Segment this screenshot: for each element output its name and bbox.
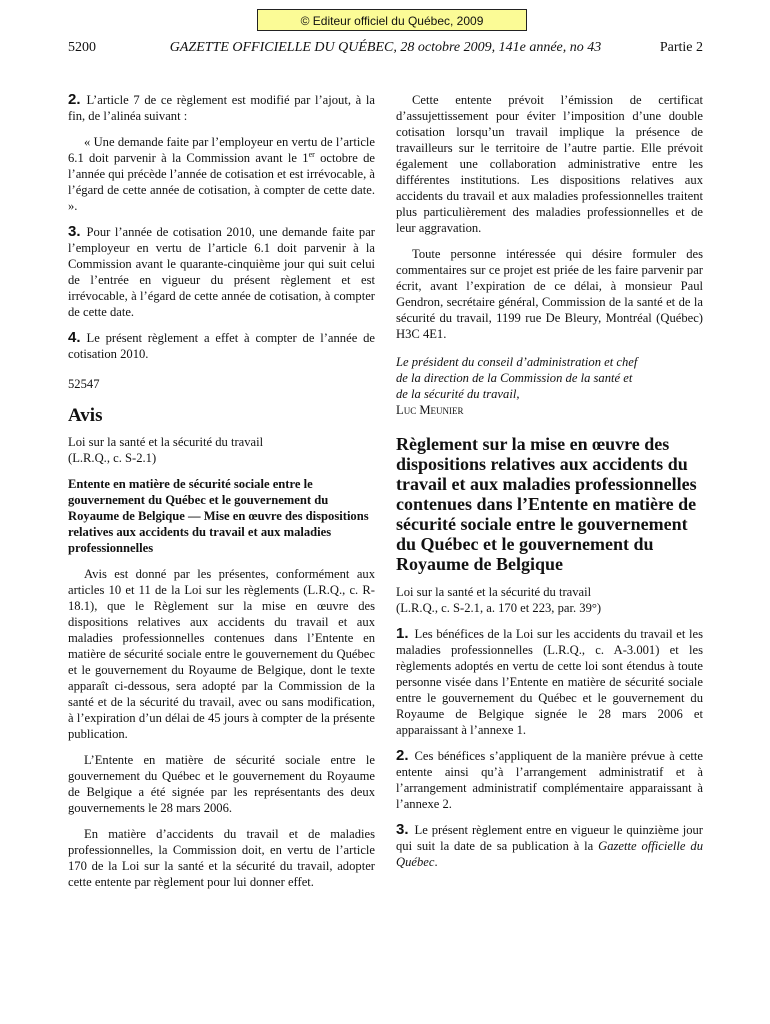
article-number: 1.: [396, 625, 409, 642]
quote-text: « Une demande faite par l’employeur en vertu de l’article 6.1 doit parvenir à la Commission avant le 1: [68, 135, 375, 165]
gazette-title: GAZETTE OFFICIELLE DU QUÉBEC, 28 octobre 2009, 141e année, no 43: [169, 40, 602, 55]
quote-text: octobre de l’année qui précède l’année de cotisation et est irrévocable, à l’égard de cette année de cotisation, à compter de cette date. ».: [68, 151, 375, 213]
law-name: Loi sur la santé et la sécurité du travail: [396, 585, 592, 599]
section-title: Avis: [68, 405, 103, 426]
signature-line: Le président du conseil d’administration et chef: [396, 355, 638, 369]
regulation-title: Règlement sur la mise en œuvre des dispositions relatives aux accidents du travail et aux maladies professionnelles contenues dans l’Entente en matière de sécurité sociale entre le gouvernement du Québec et le gouvernement du Royaume de Belgique: [396, 434, 697, 574]
article-number: 3.: [396, 821, 409, 838]
article-text: Le présent règlement entre en vigueur le quinzième jour qui suit la date de sa publication à la: [396, 823, 703, 853]
article-4: [68, 330, 375, 362]
gazette-name: Gazette officielle du Québec: [396, 839, 703, 869]
law-citation: (L.R.Q., c. S-2.1): [68, 451, 157, 465]
paragraph: Avis est donné par les présentes, conformément aux articles 10 et 11 de la Loi sur les règlements (L.R.Q., c. R-18.1), que le Règlement sur la mise en œuvre des dispositions relatives aux accidents du travail et aux maladies professionnelles contenues dans l’Entente en matière de sécurité sociale entre le gouvernement du Québec et le gouvernement du Royaume de Belgique, dont le texte apparaît ci-dessous, sera adopté par la Commission de la santé et de la sécurité du travail, avec ou sans modification, à l’expiration d’un délai de 45 jours à compter de la présente publication.: [68, 567, 375, 741]
page-header: [68, 40, 703, 58]
article-text: L’article 7 de ce règlement est modifié par l’ajout, à la fin, de l’alinéa suivant :: [68, 93, 375, 123]
law-citation: (L.R.Q., c. S-2.1, a. 170 et 223, par. 39°): [396, 601, 602, 615]
paragraph: Toute personne intéressée qui désire formuler des commentaires sur ce projet est priée de les faire parvenir par écrit, avant l’expiration de ce délai, à monsieur Paul Gendron, secrétaire général, Commission de la santé et de la sécurité du travail, 1199 rue De Bleury, Montréal (Québec) H3C 4E1.: [396, 247, 703, 341]
article-2: [396, 748, 703, 812]
article-2: [68, 92, 375, 124]
paragraph: L’Entente en matière de sécurité sociale entre le gouvernement du Québec et le gouvernement du Royaume de Belgique a été signée par les représentants des deux gouvernements le 28 mars 2006.: [68, 753, 375, 815]
article-text: .: [434, 855, 438, 869]
signature-line: de la sécurité du travail,: [396, 387, 520, 401]
signature-block: [396, 354, 703, 418]
article-number: 2.: [68, 91, 81, 108]
right-column: [396, 92, 703, 870]
article-text: Ces bénéfices s’appliquent de la manière prévue à cette entente ainsi qu’à l’arrangement administratif et à l’arrangement administratif complémentaire apparaissant à l’annexe 2.: [396, 749, 703, 811]
article-text: Le présent règlement a effet à compter de l’année de cotisation 2010.: [68, 331, 375, 361]
article-3: [68, 224, 375, 320]
article-3: [396, 822, 703, 870]
signatory-name: Luc Meunier: [396, 403, 464, 417]
entente-title: Entente en matière de sécurité sociale entre le gouvernement du Québec et le gouvernement du Royaume de Belgique — Mise en œuvre des dispositions relatives aux accidents du travail et aux maladies professionnelles: [68, 477, 369, 555]
article-text: Pour l’année de cotisation 2010, une demande faite par l’employeur en vertu de l’article 6.1 doit parvenir à la Commission avant le quarante-cinquième jour qui suit celui de l’entrée en vigueur du présent règlement et est irrévocable, à l’égard de cette année de cotisation, à compter de cette date.: [68, 225, 375, 319]
reference-number: 52547: [68, 377, 100, 391]
paragraph: En matière d’accidents du travail et de maladies professionnelles, la Commission doit, en vertu de l’article 170 de la Loi sur la santé et la sécurité du travail, adopter cette entente par règlement pour lui donner effet.: [68, 827, 375, 889]
page-number: 5200: [68, 40, 96, 55]
left-column: [68, 92, 375, 890]
signature-line: de la direction de la Commission de la santé et: [396, 371, 633, 385]
paragraph: Cette entente prévoit l’émission de certificat d’assujettissement pour éviter l’imposition d’une double cotisation lorsqu’un travail implique la présence de travailleurs sur le territoire de l’autre partie. Elle prévoit également une collaboration administrative entre les différentes institutions. Les dispositions relatives aux accidents du travail et aux maladies professionnelles traitent plus particulièrement des maladies professionnelles et de leur aggravation.: [396, 93, 703, 235]
quoted-paragraph: [68, 134, 375, 214]
article-text: Les bénéfices de la Loi sur les accidents du travail et les maladies professionnelles (L.R.Q., c. A-3.001) et les règlements adoptés en vertu de cette loi sont étendus à toute personne visée dans l’Entente en matière de sécurité sociale entre le gouvernement du Québec et le gouvernement du Royaume de Belgique signée le 28 mars 2006 et apparaissant à l’annexe 1.: [396, 627, 703, 737]
article-number: 3.: [68, 223, 81, 240]
law-name: Loi sur la santé et la sécurité du travail: [68, 435, 264, 449]
article-number: 4.: [68, 329, 81, 346]
copyright-banner: © Editeur officiel du Québec, 2009: [257, 9, 527, 31]
part-label: Partie 2: [659, 40, 703, 55]
article-1: [396, 626, 703, 738]
article-number: 2.: [396, 747, 409, 764]
superscript: er: [308, 149, 315, 159]
